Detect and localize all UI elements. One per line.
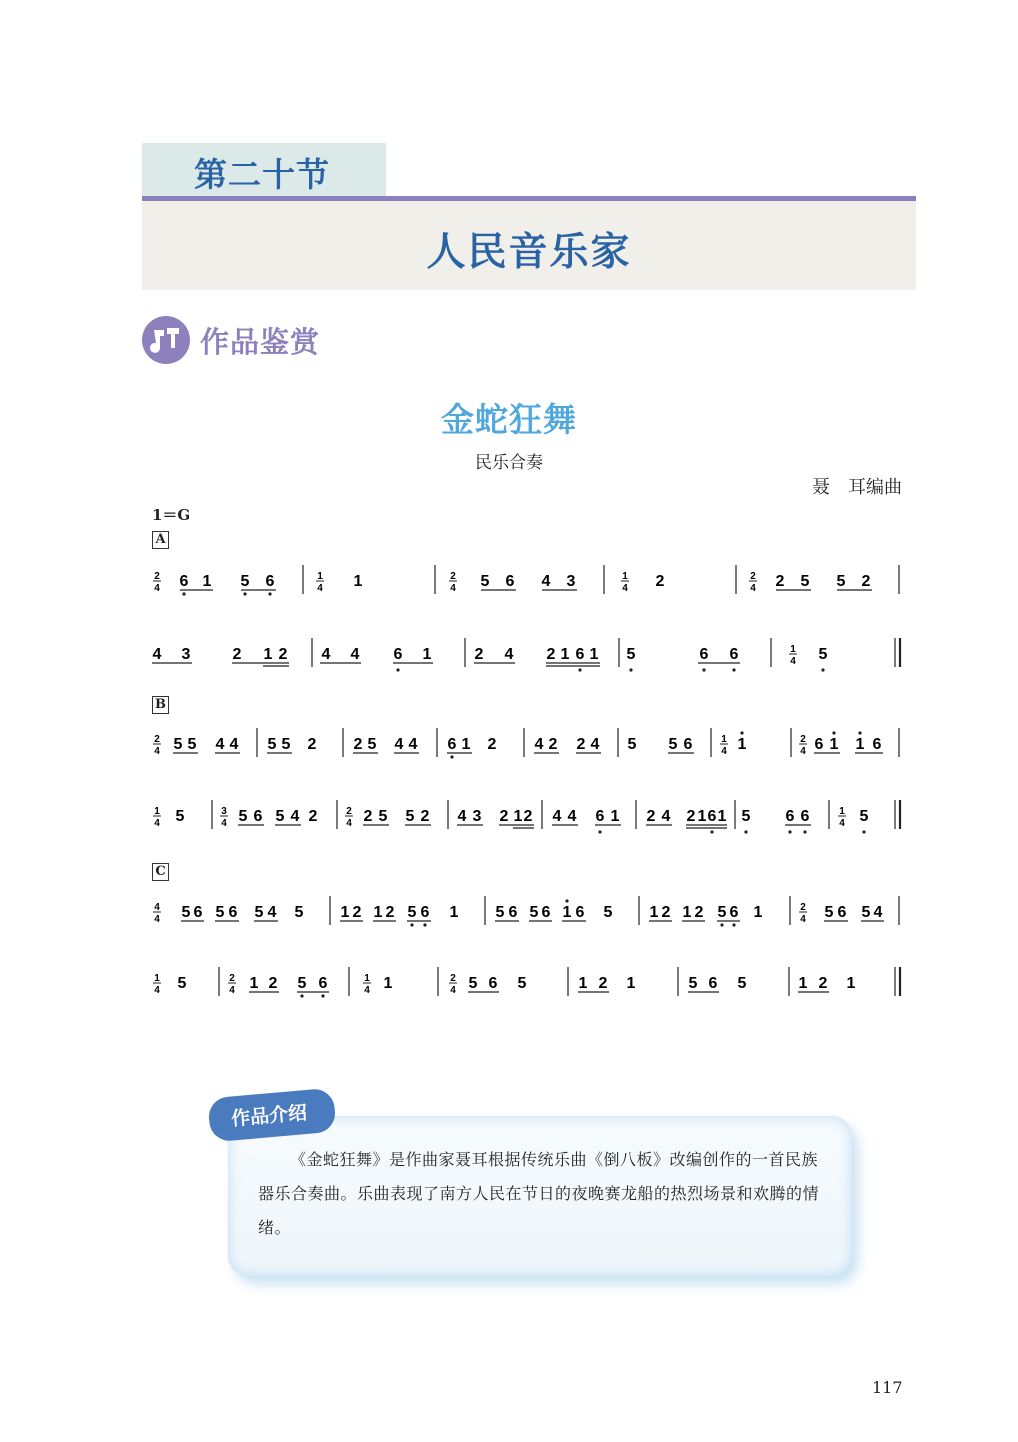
note: 5	[836, 573, 846, 590]
note: 1	[263, 646, 273, 663]
octave-dot	[710, 830, 713, 833]
octave-dot	[803, 830, 806, 833]
time-signature-top: 2	[750, 571, 756, 582]
note: 5	[181, 904, 191, 921]
section-label-a: A	[152, 531, 169, 549]
section-heading: 作品鉴赏	[200, 325, 321, 359]
lesson-title: 人民音乐家	[426, 230, 632, 275]
section-number: 第二十节	[194, 155, 330, 194]
note: 6	[508, 904, 518, 921]
note: 5	[238, 808, 248, 825]
time-signature-top: 1	[839, 806, 845, 817]
note: 2	[655, 573, 665, 590]
note: 4	[534, 736, 544, 753]
note: 6	[393, 646, 403, 663]
note: 2	[598, 975, 608, 992]
note: 4	[408, 736, 418, 753]
time-signature-top: 1	[721, 734, 727, 745]
octave-dot	[720, 923, 723, 926]
note: 4	[215, 736, 225, 753]
time-signature-bottom: 4	[154, 818, 160, 829]
time-signature-bottom: 4	[154, 914, 160, 925]
note: 1	[249, 975, 259, 992]
octave-dot	[243, 592, 246, 595]
note: 2	[686, 808, 696, 825]
note: 4	[290, 808, 300, 825]
time-signature-top: 2	[800, 734, 806, 745]
time-signature-bottom: 4	[346, 818, 352, 829]
note: 1	[682, 904, 692, 921]
time-signature-top: 2	[154, 734, 160, 745]
note: 5	[468, 975, 478, 992]
note: 2	[661, 904, 671, 921]
octave-dot	[182, 592, 185, 595]
note: 2	[546, 646, 556, 663]
note: 2	[499, 808, 509, 825]
time-signature-bottom: 4	[750, 583, 756, 594]
note: 6	[179, 573, 189, 590]
intro-text: 《金蛇狂舞》是作曲家聂耳根据传统乐曲《倒八板》改编创作的一首民族器乐合奏曲。乐曲表现了南方人民在节日的夜晚赛龙船的热烈场景和欢腾的情绪。	[258, 1150, 820, 1237]
octave-dot	[788, 830, 791, 833]
note: 6	[729, 904, 739, 921]
note: 1	[449, 904, 459, 921]
note: 1	[422, 646, 432, 663]
time-signature-top: 2	[154, 571, 160, 582]
note: 4	[541, 573, 551, 590]
note: 1	[855, 736, 865, 753]
note: 2	[278, 646, 288, 663]
note: 2	[420, 808, 430, 825]
note: 6	[193, 904, 203, 921]
note: 5	[367, 736, 377, 753]
note: 5	[626, 646, 636, 663]
time-signature-bottom: 4	[221, 818, 227, 829]
note: 5	[294, 904, 304, 921]
note: 1	[373, 904, 383, 921]
note: 6	[447, 736, 457, 753]
note: 2	[232, 646, 242, 663]
note: 3	[472, 808, 482, 825]
octave-dot	[702, 668, 705, 671]
note: 5	[407, 904, 417, 921]
note: 5	[480, 573, 490, 590]
octave-dot	[862, 830, 865, 833]
time-signature-top: 2	[346, 806, 352, 817]
note: 2	[353, 736, 363, 753]
octave-dot	[300, 994, 303, 997]
time-signature-bottom: 4	[800, 914, 806, 925]
note: 4	[661, 808, 671, 825]
octave-dot	[740, 731, 743, 734]
note: 6	[699, 646, 709, 663]
note: 2	[487, 736, 497, 753]
time-signature-bottom: 4	[450, 583, 456, 594]
note: 5	[824, 904, 834, 921]
note: 4	[350, 646, 360, 663]
note: 1	[202, 573, 212, 590]
note: 1	[846, 975, 856, 992]
note: 1	[610, 808, 620, 825]
page-number: 117	[872, 1378, 903, 1397]
note: 5	[254, 904, 264, 921]
note: 5	[175, 808, 185, 825]
note: 1	[578, 975, 588, 992]
note: 2	[775, 573, 785, 590]
octave-dot	[732, 923, 735, 926]
note: 5	[173, 736, 183, 753]
octave-dot	[410, 923, 413, 926]
note: 6	[265, 573, 275, 590]
note: 3	[566, 573, 576, 590]
note: 4	[152, 646, 162, 663]
time-signature-bottom: 4	[364, 985, 370, 996]
time-signature-top: 1	[154, 973, 160, 984]
note: 1	[697, 808, 707, 825]
note: 6	[253, 808, 263, 825]
time-signature-top: 2	[450, 973, 456, 984]
note: 5	[800, 573, 810, 590]
note: 5	[668, 736, 678, 753]
note: 1	[383, 975, 393, 992]
note: 1	[562, 904, 572, 921]
note: 5	[177, 975, 187, 992]
note: 5	[281, 736, 291, 753]
time-signature-top: 3	[221, 806, 227, 817]
note: 6	[707, 808, 717, 825]
note: 4	[267, 904, 277, 921]
note: 4	[394, 736, 404, 753]
time-signature-top: 2	[450, 571, 456, 582]
note: 5	[405, 808, 415, 825]
time-signature-bottom: 4	[154, 985, 160, 996]
note: 5	[297, 975, 307, 992]
note: 1	[513, 808, 523, 825]
note: 6	[729, 646, 739, 663]
note: 2	[646, 808, 656, 825]
note: 5	[818, 646, 828, 663]
note: 2	[861, 573, 871, 590]
note: 6	[228, 904, 238, 921]
note: 5	[495, 904, 505, 921]
note: 6	[683, 736, 693, 753]
time-signature-bottom: 4	[317, 583, 323, 594]
note: 5	[627, 736, 637, 753]
note: 2	[523, 808, 533, 825]
note: 1	[461, 736, 471, 753]
note: 5	[378, 808, 388, 825]
section-label-b: B	[152, 696, 169, 714]
note: 2	[385, 904, 395, 921]
octave-dot	[732, 668, 735, 671]
time-signature-bottom: 4	[839, 818, 845, 829]
note: 6	[575, 646, 585, 663]
note: 5	[529, 904, 539, 921]
note: 4	[873, 904, 883, 921]
note: 4	[590, 736, 600, 753]
note: 2	[818, 975, 828, 992]
note: 6	[505, 573, 515, 590]
note: 5	[215, 904, 225, 921]
note: 2	[576, 736, 586, 753]
note: 6	[837, 904, 847, 921]
time-signature-top: 1	[622, 571, 628, 582]
octave-dot	[744, 830, 747, 833]
octave-dot	[858, 731, 861, 734]
time-signature-bottom: 4	[154, 583, 160, 594]
note: 6	[318, 975, 328, 992]
note: 4	[552, 808, 562, 825]
note: 6	[420, 904, 430, 921]
song-title: 金蛇狂舞	[441, 400, 577, 439]
section-label-c: C	[152, 863, 169, 881]
note: 5	[741, 808, 751, 825]
time-signature-top: 1	[790, 644, 796, 655]
note: 6	[575, 904, 585, 921]
note: 1	[340, 904, 350, 921]
time-signature-top: 2	[800, 902, 806, 913]
time-signature-bottom: 4	[229, 985, 235, 996]
octave-dot	[832, 731, 835, 734]
time-signature-bottom: 4	[790, 656, 796, 667]
note: 4	[229, 736, 239, 753]
time-signature-top: 1	[154, 806, 160, 817]
note: 6	[488, 975, 498, 992]
note: 5	[275, 808, 285, 825]
note: 2	[548, 736, 558, 753]
intro-label: 作品介绍	[230, 1101, 308, 1131]
note: 5	[267, 736, 277, 753]
song-subtitle: 民乐合奏	[475, 453, 543, 473]
note: 5	[861, 904, 871, 921]
note: 1	[717, 808, 727, 825]
note: 1	[626, 975, 636, 992]
octave-dot	[565, 899, 568, 902]
octave-dot	[321, 994, 324, 997]
octave-dot	[423, 923, 426, 926]
note: 6	[541, 904, 551, 921]
note: 6	[785, 808, 795, 825]
time-signature-top: 1	[364, 973, 370, 984]
note: 4	[321, 646, 331, 663]
note: 6	[595, 808, 605, 825]
composer: 聂 耳编曲	[812, 477, 902, 498]
octave-dot	[396, 668, 399, 671]
note: 1	[649, 904, 659, 921]
note: 5	[859, 808, 869, 825]
note: 1	[589, 646, 599, 663]
note: 5	[737, 975, 747, 992]
note: 3	[181, 646, 191, 663]
note: 1	[560, 646, 570, 663]
note: 6	[814, 736, 824, 753]
note: 2	[307, 736, 317, 753]
note: 6	[708, 975, 718, 992]
note: 4	[567, 808, 577, 825]
octave-dot	[629, 668, 632, 671]
time-signature-top: 1	[317, 571, 323, 582]
note: 5	[688, 975, 698, 992]
note: 6	[872, 736, 882, 753]
note: 1	[737, 736, 747, 753]
octave-dot	[821, 668, 824, 671]
note: 5	[187, 736, 197, 753]
time-signature-bottom: 4	[154, 746, 160, 757]
octave-dot	[598, 830, 601, 833]
note: 2	[268, 975, 278, 992]
time-signature-bottom: 4	[450, 985, 456, 996]
note: 5	[517, 975, 527, 992]
time-signature-bottom: 4	[721, 746, 727, 757]
note: 2	[694, 904, 704, 921]
note: 5	[603, 904, 613, 921]
time-signature-bottom: 4	[622, 583, 628, 594]
octave-dot	[268, 592, 271, 595]
note: 4	[457, 808, 467, 825]
octave-dot	[450, 755, 453, 758]
note: 5	[717, 904, 727, 921]
note: 1	[353, 573, 363, 590]
note: 1	[829, 736, 839, 753]
note: 2	[352, 904, 362, 921]
note: 2	[363, 808, 373, 825]
note: 1	[753, 904, 763, 921]
note: 6	[800, 808, 810, 825]
note: 2	[474, 646, 484, 663]
time-signature-top: 4	[154, 902, 160, 913]
key-signature: 1＝G	[152, 506, 191, 524]
time-signature-bottom: 4	[800, 746, 806, 757]
note: 1	[798, 975, 808, 992]
time-signature-top: 2	[229, 973, 235, 984]
note: 2	[308, 808, 318, 825]
note: 4	[504, 646, 514, 663]
note: 5	[240, 573, 250, 590]
octave-dot	[578, 668, 581, 671]
